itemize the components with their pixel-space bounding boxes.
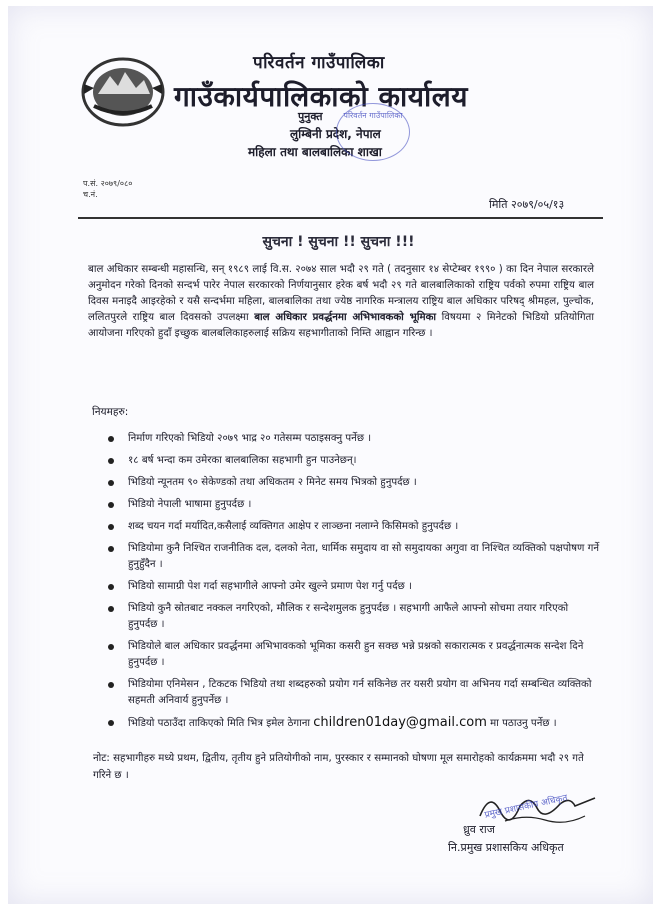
letter-date: मिति २०७९/०५/१३ <box>489 198 565 211</box>
bullet-icon <box>108 480 114 486</box>
rule-item: भिडियो कुनै स्रोतबाट नक्कल नगरिएको, मौलिक र सन्देशमुलक हुनुपर्दछ । सहभागी आफैले आफ्नो सोचमा तयार गरिएको हुनुपर्दछ । <box>100 601 600 633</box>
note-paragraph: नोट: सहभागीहरु मध्ये प्रथम, द्वितीय, तृतीय हुने प्रतियोगीको नाम, पुरस्कार र सम्मानको घोषणा मूल समारोहको कार्यक्रममा भदौ २९ गते गरिने छ । <box>93 753 584 781</box>
intro-bold-topic: बाल अधिकार प्रवर्द्धनमा अभिभावकको भूमिका <box>254 312 437 323</box>
bullet-icon <box>108 644 114 650</box>
bullet-icon <box>108 524 114 530</box>
branch-name: महिला तथा बालबालिका शाखा <box>248 145 382 159</box>
municipality-name: परिवर्तन गाउँपालिका <box>253 53 385 73</box>
rule-item: निर्माण गरिएको भिडियो २०७९ भाद्र २० गतेसम्म पठाइसक्नु पर्नेछ । <box>100 431 600 447</box>
office-stamp-text: परिवर्तन गाउँपालिका <box>343 111 403 120</box>
bullet-icon <box>108 584 114 590</box>
reference-number: प.सं. २०७९/०८० <box>83 179 133 188</box>
intro-paragraph <box>88 262 594 342</box>
rule-item: भिडियोले बाल अधिकार प्रवर्द्धनमा अभिभावकको भूमिका कसरी हुन सक्छ भन्ने प्रश्नको सकारात्मक र प्रवर्द्धनात्मक सन्देश दिने हुनुपर्दछ । <box>100 639 600 671</box>
rule-item: भिडियो न्यूनतम ९० सेकेण्डको तथा अधिकतम २ मिनेट समय भित्रको हुनुपर्दछ । <box>100 475 600 491</box>
rules-list <box>100 431 600 738</box>
bullet-icon <box>108 606 114 612</box>
signature-stamp: प्रमुख प्रशासकीय अधिकृत <box>483 793 569 821</box>
rule-item: १८ बर्ष भन्दा कम उमेरका बालबालिका सहभागी हुन पाउनेछन्। <box>100 453 600 469</box>
bullet-icon <box>108 720 114 726</box>
office-name: गाउँकार्यपालिकाको कार्यालय <box>174 80 468 113</box>
signatory-title: नि.प्रमुख प्रशासकिय अधिकृत <box>448 841 564 854</box>
rule-item: भिडियोमा कुनै निश्चित राजनीतिक दल, दलको नेता, धार्मिक समुदाय वा सो समुदायका अगुवा वा निश्चित व्यक्तिको पक्षपोषण गर्ने हुनुहुँदैन । <box>100 541 600 573</box>
email-link[interactable]: children01day@gmail.com <box>313 715 487 730</box>
bullet-icon <box>108 436 114 442</box>
signatory-name: ध्रुव राज <box>463 823 495 836</box>
rule-item: भिडियो सामाग्री पेश गर्दा सहभागीले आफ्नो उमेर खुल्ने प्रमाण पेश गर्नु पर्दछ । <box>100 579 600 595</box>
rule-item-email: भिडियो पठाउँदा ताकिएको मिति भित्र इमेल ठेगाना children01day@gmail.com मा पठाउनु पर्नेछ । <box>100 715 600 732</box>
bullet-icon <box>108 502 114 508</box>
rule-item: भिडियो नेपाली भाषामा हुनुपर्दछ । <box>100 497 600 513</box>
office-location: पुनुक्त <box>298 110 323 123</box>
nepal-emblem-logo <box>80 54 166 128</box>
office-stamp <box>336 103 410 161</box>
header-divider <box>78 217 603 219</box>
intro-text-1: बाल अधिकार सम्बन्धी महासन्धि, सन् १९८९ लाई वि.स. २०७४ साल भदौ २९ गते ( तदनुसार १४ सेप्टेम्बर १९९० ) का दिन नेपाल सरकारले अनुमोदन गरेको दिनको सन्दर्भ पारेर नेपाल सरकारको निर्णयानुसार हरेक बर्ष भदौ २९ गते बालबालिकाको राष्ट्रिय पर्वको रुपमा राष्ट्रिय बाल दिवस मनाइदै आइरहेको र यसै सन्दर्भमा महिला, बालबालिका तथा ज्येष्ठ नागरिक मन्त्रालय राष्ट्रिय बाल अधिकार परिषद् श्रीमहल, पुल्चोक, ललितपुरले राष्ट्रिय बाल दिवसको उपलक्ष्मा <box>88 264 594 323</box>
letter-sheet <box>8 6 653 904</box>
bullet-icon <box>108 546 114 552</box>
rule-item: शब्द चयन गर्दा मर्यादित,कसैलाई व्यक्तिगत आक्षेप र लाञ्छना नलाग्ने किसिमको हुनुपर्दछ । <box>100 519 600 535</box>
dispatch-number: च.नं. <box>83 190 98 199</box>
province-name: लुम्बिनी प्रदेश, नेपाल <box>290 127 381 141</box>
bullet-icon <box>108 458 114 464</box>
notice-title: सुचना ! सुचना !! सुचना !!! <box>262 234 415 250</box>
bullet-icon <box>108 682 114 688</box>
rule-item: भिडियोमा एनिमेसन , टिकटक भिडियो तथा शब्दहरुको प्रयोग गर्न सकिनेछ तर यसरी प्रयोग वा अभिनय गर्दा सम्बन्धित व्यक्तिको सहमती अनिवार्य हुनुपर्नेछ । <box>100 677 600 709</box>
intro-text-2: विषयमा २ मिनेटको भिडियो प्रतियोगिता आयोजना गरिएको हुदाँ इच्छुक बालबलिकाहरुलाई सक्रिय सहभागीताको निम्ति आह्वान गरिन्छ । <box>88 312 595 339</box>
rules-heading: नियमहरु: <box>92 406 129 418</box>
